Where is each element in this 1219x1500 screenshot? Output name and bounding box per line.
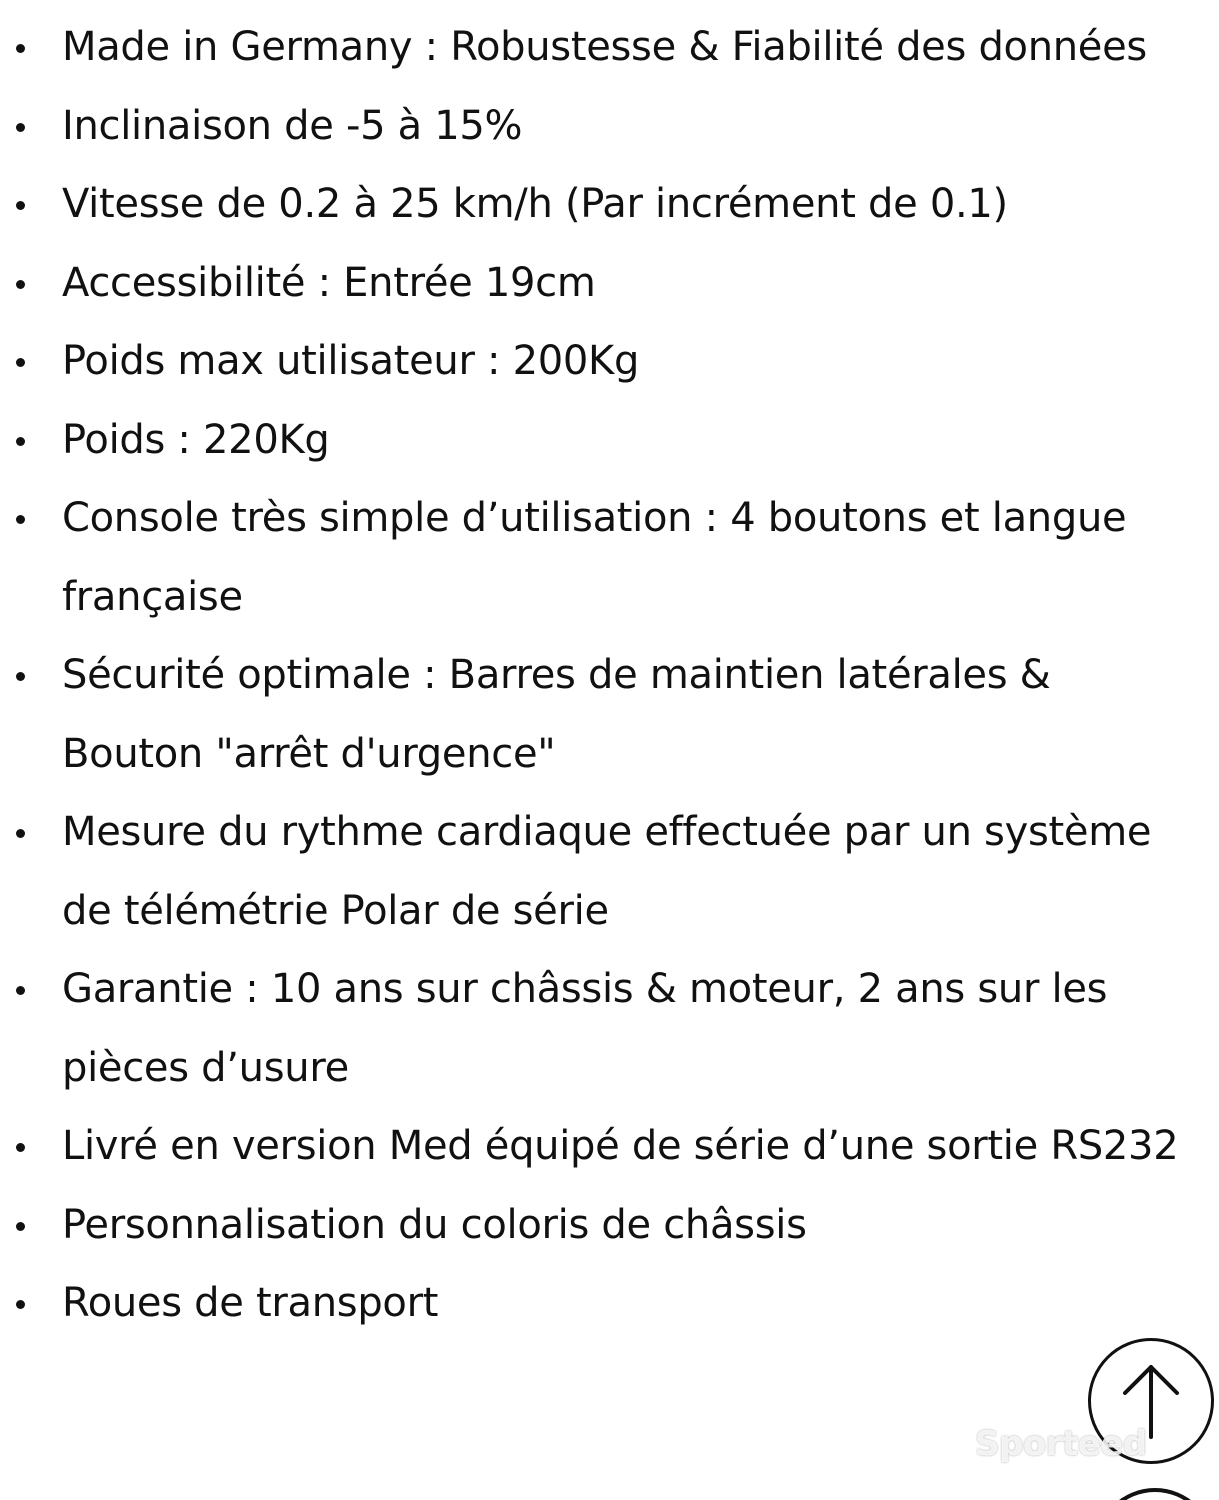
bullet-icon — [16, 1300, 25, 1309]
list-item-text: Console très simple d’utilisation : 4 boutons et langue française — [62, 495, 1127, 620]
list-item-text: Sécurité optimale : Barres de maintien latérales & Bouton "arrêt d'urgence" — [62, 652, 1051, 777]
partial-circle-button[interactable] — [1095, 1488, 1215, 1500]
list-item — [0, 479, 1219, 636]
bullet-icon — [16, 986, 25, 995]
list-item-text: Livré en version Med équipé de série d’une sortie RS232 — [62, 1123, 1179, 1169]
list-item — [0, 87, 1219, 166]
bullet-icon — [16, 1222, 25, 1231]
list-item — [0, 1264, 1219, 1343]
bullet-icon — [16, 280, 25, 289]
list-item — [0, 950, 1219, 1107]
list-item — [0, 793, 1219, 950]
list-item-text: Roues de transport — [62, 1280, 439, 1326]
bullet-icon — [16, 829, 25, 838]
list-item-text: Inclinaison de -5 à 15% — [62, 102, 523, 149]
bullet-icon — [16, 1143, 25, 1152]
list-item — [0, 322, 1219, 401]
list-item-text: Garantie : 10 ans sur châssis & moteur, 2 ans sur les pièces d’usure — [62, 966, 1108, 1091]
list-item-text: Mesure du rythme cardiaque effectuée par un système de télémétrie Polar de série — [62, 809, 1152, 934]
bullet-icon — [16, 672, 25, 681]
bullet-icon — [16, 123, 25, 132]
feature-list — [0, 8, 1219, 1343]
list-item-text: Vitesse de 0.2 à 25 km/h (Par incrément de 0.1) — [62, 181, 1008, 227]
list-item-text: Poids max utilisateur : 200Kg — [62, 338, 640, 384]
list-item-text: Accessibilité : Entrée 19cm — [62, 259, 596, 306]
bullet-icon — [16, 201, 25, 210]
bullet-icon — [16, 44, 25, 53]
list-item — [0, 8, 1219, 87]
list-item — [0, 1186, 1219, 1265]
bullet-icon — [16, 437, 25, 446]
bullet-icon — [16, 515, 25, 524]
list-item — [0, 401, 1219, 480]
list-item-text: Made in Germany : Robustesse & Fiabilité des données — [62, 24, 1147, 70]
list-item — [0, 244, 1219, 323]
list-item-text: Personnalisation du coloris de châssis — [62, 1201, 807, 1248]
watermark: Sporteed — [975, 1424, 1147, 1464]
list-item-text: Poids : 220Kg — [62, 416, 330, 463]
list-item — [0, 1107, 1219, 1186]
bullet-icon — [16, 358, 25, 367]
list-item — [0, 165, 1219, 244]
list-item — [0, 636, 1219, 793]
